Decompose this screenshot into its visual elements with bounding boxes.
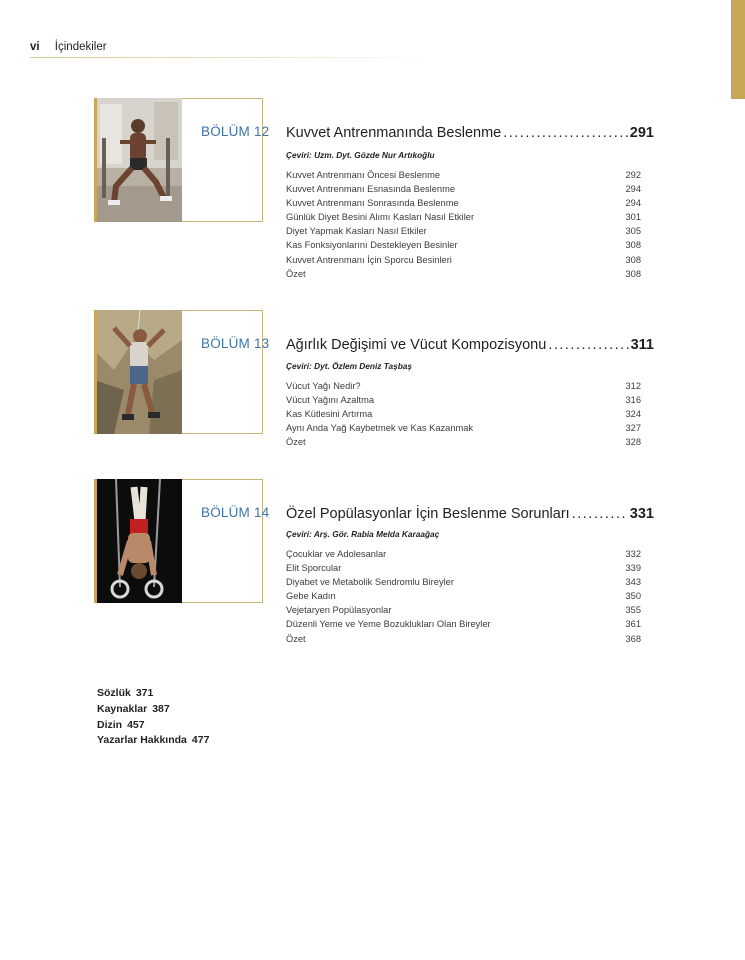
- chapter-13-sections: [286, 379, 641, 449]
- dot-leader: [548, 337, 628, 353]
- chapter-13-frame: [182, 310, 263, 434]
- section-item[interactable]: Aynı Anda Yağ Kaybetmek ve Kas Kazanmak 327: [286, 423, 641, 434]
- section-item[interactable]: Kuvvet Antrenmanı İçin Sporcu Besinleri 308: [286, 254, 641, 265]
- chapter-14-title: Özel Popülasyonlar İçin Beslenme Sorunları: [286, 506, 570, 522]
- page-header: [30, 41, 107, 53]
- section-item[interactable]: Çocuklar ve Adolesanlar 332: [286, 549, 641, 559]
- chapter-14-photo: [94, 479, 182, 603]
- section-item[interactable]: Vejetaryen Popülasyonlar 355: [286, 605, 641, 616]
- section-item[interactable]: Kas Fonksiyonlarını Destekleyen Besinler 308: [286, 240, 641, 251]
- section-item[interactable]: Diyet Yapmak Kasları Nasıl Etkiler 305: [286, 226, 641, 237]
- chapter-12-translator: Çeviri: Uzm. Dyt. Gözde Nur Artıkoğlu: [286, 150, 435, 160]
- section-item[interactable]: Düzenli Yeme ve Yeme Bozuklukları Olan Bireyler 361: [286, 619, 641, 630]
- dot-leader: [503, 125, 628, 141]
- section-item[interactable]: Kuvvet Antrenmanı Esnasında Beslenme 294: [286, 184, 641, 195]
- section-item[interactable]: Özet 308: [286, 268, 641, 279]
- chapter-14-page: 331: [629, 506, 654, 522]
- header-rule: [30, 57, 440, 58]
- section-item[interactable]: Gebe Kadın 350: [286, 591, 641, 602]
- chapter-12-photo: [94, 98, 182, 222]
- section-item[interactable]: Kuvvet Antrenmanı Öncesi Beslenme 292: [286, 170, 641, 180]
- chapter-13-label: BÖLÜM 13: [201, 336, 270, 351]
- lunge-athlete-photo: [94, 98, 182, 222]
- chapter-13-photo: [94, 310, 182, 434]
- section-item[interactable]: Diyabet ve Metabolik Sendromlu Bireyler 343: [286, 577, 641, 588]
- section-item[interactable]: Özet 328: [286, 437, 641, 448]
- climber-athlete-photo: [94, 310, 182, 434]
- chapter-13-translator: Çeviri: Dyt. Özlem Deniz Taşbaş: [286, 361, 413, 371]
- chapter-12-title-line[interactable]: [286, 125, 654, 141]
- chapter-12-sections: [286, 168, 641, 281]
- section-item[interactable]: Kas Kütlesini Artırma 324: [286, 409, 641, 420]
- chapter-14-translator: Çeviri: Arş. Gör. Rabia Melda Karaağaç: [286, 529, 440, 539]
- rings-gymnast-photo: [94, 479, 182, 603]
- chapter-13-title-line[interactable]: [286, 337, 654, 353]
- back-matter-item[interactable]: Yazarlar Hakkında 477: [97, 734, 210, 747]
- chapter-14-title-line[interactable]: [286, 506, 654, 522]
- chapter-12-title: Kuvvet Antrenmanında Beslenme: [286, 125, 502, 141]
- chapter-13-title: Ağırlık Değişimi ve Vücut Kompozisyonu: [286, 337, 547, 353]
- page-title: İçindekiler: [54, 41, 107, 53]
- back-matter-item[interactable]: Dizin 457: [97, 718, 145, 731]
- section-item[interactable]: Elit Sporcular 339: [286, 563, 641, 574]
- chapter-12-page: 291: [629, 125, 654, 141]
- chapter-14-label: BÖLÜM 14: [201, 505, 270, 520]
- chapter-13-page: 311: [630, 337, 654, 353]
- back-matter-list: [97, 686, 209, 749]
- section-item[interactable]: Kuvvet Antrenmanı Sonrasında Beslenme 294: [286, 198, 641, 209]
- dot-leader: [572, 506, 628, 522]
- chapter-14-frame: [182, 479, 263, 603]
- chapter-14-sections: [286, 547, 641, 646]
- section-tab-marker: [731, 0, 745, 99]
- back-matter-item[interactable]: Kaynaklar 387: [97, 702, 170, 715]
- chapter-12-label: BÖLÜM 12: [201, 124, 270, 139]
- section-item[interactable]: Vücut Yağı Nedir? 312: [286, 381, 641, 391]
- chapter-12-frame: [182, 98, 263, 222]
- section-item[interactable]: Özet 368: [286, 633, 641, 644]
- back-matter-item[interactable]: Sözlük 371: [97, 687, 154, 699]
- page-number: vi: [30, 41, 40, 53]
- section-item[interactable]: Günlük Diyet Besini Alımı Kasları Nasıl Etkiler 301: [286, 212, 641, 223]
- section-item[interactable]: Vücut Yağını Azaltma 316: [286, 395, 641, 406]
